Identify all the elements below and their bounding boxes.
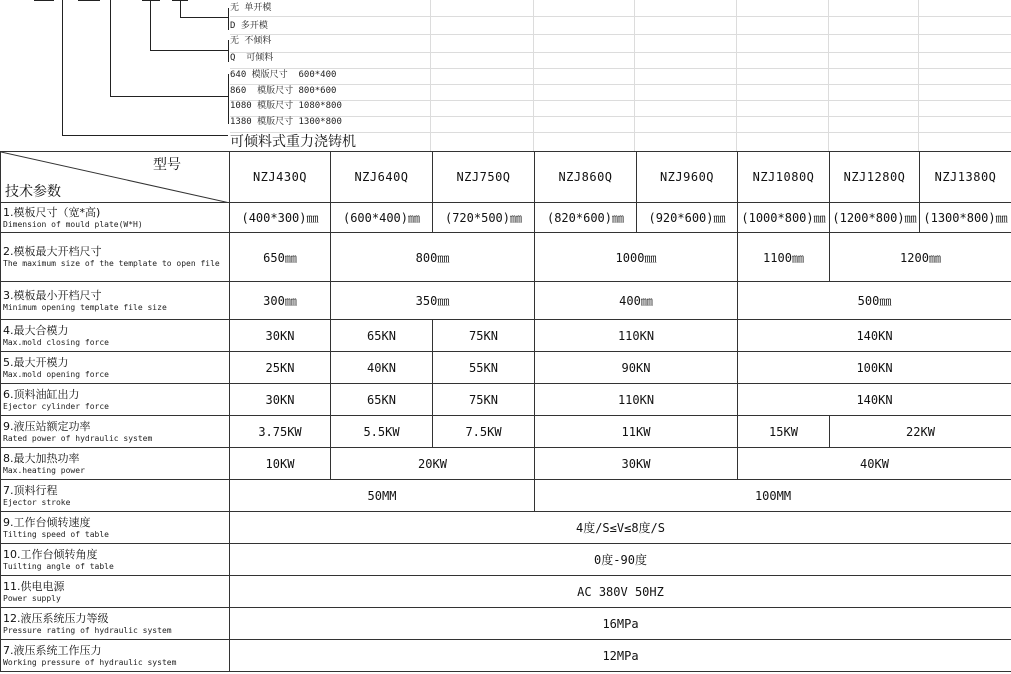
machine-name: 可倾料式重力浇铸机 <box>230 134 356 150</box>
model-header: NZJ430Q <box>230 152 331 203</box>
model-header: NZJ1080Q <box>738 152 830 203</box>
param-en: Ejector stroke <box>3 497 71 507</box>
param-cn: 1.模板尺寸（宽*高) <box>3 205 101 219</box>
param-cn: 9.液压站额定功率 <box>3 419 91 433</box>
tree-line <box>150 50 228 51</box>
value-cell: (600*400)㎜ <box>331 203 433 233</box>
value-cell: 30KN <box>230 384 331 416</box>
option-text: 1080 模版尺寸 1080*800 <box>230 101 342 111</box>
value-cell: 500㎜ <box>738 282 1011 320</box>
option-bracket <box>228 8 229 30</box>
value-cell: 1000㎜ <box>535 233 738 282</box>
param-cn: 7.液压系统工作压力 <box>3 643 102 657</box>
value-cell: 55KN <box>433 352 535 384</box>
param-en: The maximum size of the template to open file <box>3 259 220 268</box>
value-cell: (820*600)㎜ <box>535 203 637 233</box>
value-cell: 50MM <box>230 480 535 512</box>
param-en: Working pressure of hydraulic system <box>3 657 177 667</box>
code-segment-line <box>142 0 160 1</box>
param-en: Pressure rating of hydraulic system <box>3 625 172 635</box>
tree-line <box>150 0 151 50</box>
value-cell: 25KN <box>230 352 331 384</box>
gridline <box>430 0 431 151</box>
param-label <box>1 576 230 608</box>
table-row <box>1 233 1011 282</box>
model-header: NZJ960Q <box>637 152 738 203</box>
value-cell: 40KW <box>738 448 1011 480</box>
value-cell: 65KN <box>331 320 433 352</box>
param-label <box>1 608 230 640</box>
param-en: Max.mold opening force <box>3 369 109 379</box>
gridline <box>230 68 1011 69</box>
value-cell: 350㎜ <box>331 282 535 320</box>
option-bracket <box>228 74 229 124</box>
tree-line <box>110 96 228 97</box>
value-cell: (720*500)㎜ <box>433 203 535 233</box>
value-cell: 400㎜ <box>535 282 738 320</box>
model-header: NZJ1280Q <box>830 152 920 203</box>
option-text: Q 可倾料 <box>230 53 274 63</box>
param-cn: 10.工作台倾转角度 <box>3 547 98 561</box>
param-cn: 3.模板最小开档尺寸 <box>3 288 102 302</box>
param-cn: 5.最大开模力 <box>3 355 69 369</box>
param-label <box>1 512 230 544</box>
value-cell: (1300*800)㎜ <box>920 203 1011 233</box>
value-cell: 11KW <box>535 416 738 448</box>
gridline <box>230 34 1011 35</box>
gridline <box>918 0 919 151</box>
header-row <box>1 152 1011 203</box>
value-cell: 7.5KW <box>433 416 535 448</box>
tree-line <box>62 135 228 136</box>
value-cell: 90KN <box>535 352 738 384</box>
value-cell: 140KN <box>738 384 1011 416</box>
gridline <box>230 116 1011 117</box>
table-row <box>1 448 1011 480</box>
value-cell: 300㎜ <box>230 282 331 320</box>
param-label <box>1 544 230 576</box>
model-header: NZJ1380Q <box>920 152 1011 203</box>
value-cell: (1200*800)㎜ <box>830 203 920 233</box>
param-en: Ejector cylinder force <box>3 401 109 411</box>
param-label <box>1 352 230 384</box>
gridline <box>230 100 1011 101</box>
param-cn: 9.工作台倾转速度 <box>3 515 91 529</box>
code-segment-line <box>78 0 100 1</box>
gridline <box>230 16 1011 17</box>
table-row <box>1 512 1011 544</box>
model-code-legend <box>0 0 1011 151</box>
gridline <box>230 52 1011 53</box>
option-text: 1380 模版尺寸 1300*800 <box>230 117 342 127</box>
param-en: Tilting speed of table <box>3 529 109 539</box>
value-cell: 5.5KW <box>331 416 433 448</box>
value-cell: (1000*800)㎜ <box>738 203 830 233</box>
param-label <box>1 320 230 352</box>
value-cell: 75KN <box>433 320 535 352</box>
option-text: D 多开模 <box>230 21 268 31</box>
param-label <box>1 448 230 480</box>
value-cell: 4度/S≤V≤8度/S <box>230 512 1011 544</box>
value-cell: (920*600)㎜ <box>637 203 738 233</box>
value-cell: 140KN <box>738 320 1011 352</box>
table-row <box>1 384 1011 416</box>
param-cn: 2.模板最大开档尺寸 <box>3 245 102 258</box>
param-cn: 7.顶料行程 <box>3 483 58 497</box>
param-label <box>1 233 230 282</box>
value-cell: 100MM <box>535 480 1011 512</box>
value-cell: 40KN <box>331 352 433 384</box>
table-row <box>1 480 1011 512</box>
header-diagonal-cell <box>1 152 230 203</box>
option-text: 无 不倾料 <box>230 36 272 46</box>
value-cell: 15KW <box>738 416 830 448</box>
table-row <box>1 544 1011 576</box>
param-cn: 12.液压系统压力等级 <box>3 611 109 625</box>
param-cn: 4.最大合模力 <box>3 323 69 337</box>
value-cell: AC 380V 50HZ <box>230 576 1011 608</box>
table-row <box>1 203 1011 233</box>
value-cell: 1100㎜ <box>738 233 830 282</box>
value-cell: 12MPa <box>230 640 1011 672</box>
gridline <box>828 0 829 151</box>
value-cell: 30KN <box>230 320 331 352</box>
option-bracket <box>228 40 229 62</box>
option-text: 无 单开模 <box>230 3 272 13</box>
header-model-label: 型号 <box>153 157 181 173</box>
value-cell: 100KN <box>738 352 1011 384</box>
table-row <box>1 416 1011 448</box>
table-row <box>1 640 1011 672</box>
param-en: Tuilting angle of table <box>3 561 114 571</box>
param-label <box>1 480 230 512</box>
tree-line <box>110 0 111 96</box>
value-cell: 20KW <box>331 448 535 480</box>
option-text: 640 模版尺寸 600*400 <box>230 70 337 80</box>
table-row <box>1 282 1011 320</box>
value-cell: (400*300)㎜ <box>230 203 331 233</box>
value-cell: 650㎜ <box>230 233 331 282</box>
value-cell: 110KN <box>535 384 738 416</box>
param-en: Dimension of mould plate(W*H) <box>3 219 143 229</box>
param-en: Max.heating power <box>3 465 85 475</box>
value-cell: 110KN <box>535 320 738 352</box>
value-cell: 800㎜ <box>331 233 535 282</box>
param-en: Minimum opening template file size <box>3 302 167 312</box>
gridline <box>634 0 635 151</box>
param-label <box>1 203 230 233</box>
option-text: 860 模版尺寸 800*600 <box>230 86 337 96</box>
param-label <box>1 640 230 672</box>
table-row <box>1 576 1011 608</box>
tree-line <box>180 0 181 17</box>
value-cell: 65KN <box>331 384 433 416</box>
param-label <box>1 384 230 416</box>
value-cell: 0度-90度 <box>230 544 1011 576</box>
value-cell: 30KW <box>535 448 738 480</box>
value-cell: 1200㎜ <box>830 233 1011 282</box>
value-cell: 10KW <box>230 448 331 480</box>
value-cell: 16MPa <box>230 608 1011 640</box>
param-en: Power supply <box>3 593 61 603</box>
gridline <box>533 0 534 151</box>
tree-line <box>180 17 228 18</box>
tree-line <box>62 0 63 135</box>
param-en: Rated power of hydraulic system <box>3 433 153 443</box>
table-row <box>1 352 1011 384</box>
model-header: NZJ750Q <box>433 152 535 203</box>
param-en: Max.mold closing force <box>3 337 109 347</box>
param-cn: 6.顶料油缸出力 <box>3 387 80 401</box>
model-header: NZJ640Q <box>331 152 433 203</box>
param-label <box>1 416 230 448</box>
model-header: NZJ860Q <box>535 152 637 203</box>
table-row <box>1 608 1011 640</box>
param-label <box>1 282 230 320</box>
table-row <box>1 320 1011 352</box>
code-segment-line <box>34 0 54 1</box>
gridline <box>736 0 737 151</box>
spec-table <box>0 151 1011 672</box>
value-cell: 22KW <box>830 416 1011 448</box>
header-param-label: 技术参数 <box>5 184 61 200</box>
value-cell: 3.75KW <box>230 416 331 448</box>
value-cell: 75KN <box>433 384 535 416</box>
param-cn: 8.最大加热功率 <box>3 451 80 465</box>
param-cn: 11.供电电源 <box>3 579 65 593</box>
gridline <box>230 84 1011 85</box>
